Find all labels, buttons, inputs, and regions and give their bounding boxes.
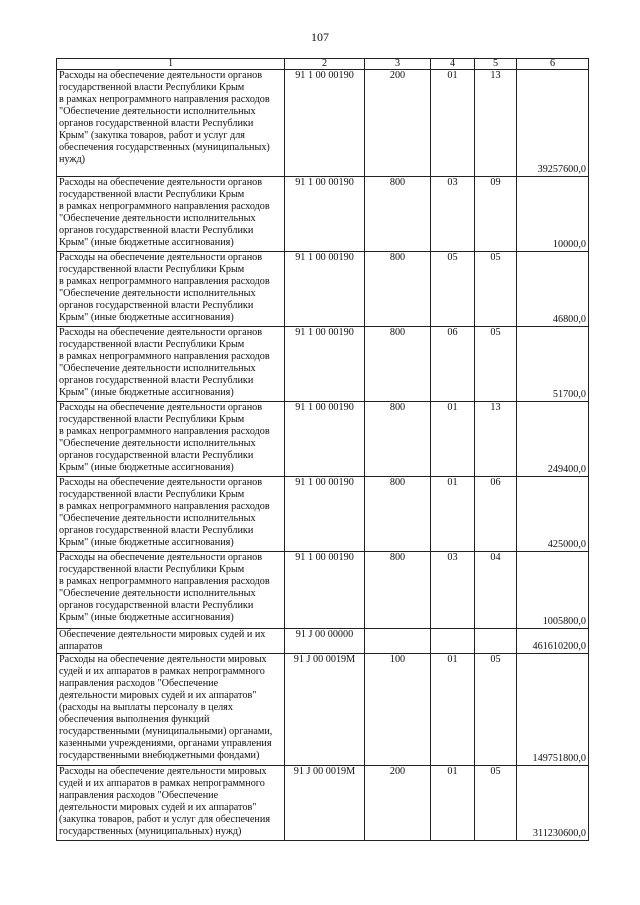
header-cell: 3 <box>365 59 431 70</box>
row-expense-type: 800 <box>365 552 431 629</box>
header-cell: 5 <box>475 59 517 70</box>
row-target-code: 91 1 00 00190 <box>285 70 365 177</box>
row-description: Расходы на обеспечение деятельности органов государственной власти Республики Крым в рамках непрограммного направления расходов "Обеспечение деятельности исполнительных органов государственной власти Республики Крым" (иные бюджетные ассигнования) <box>57 552 285 629</box>
table-row <box>57 654 589 766</box>
row-description: Расходы на обеспечение деятельности органов государственной власти Республики Крым в рамках непрограммного направления расходов "Обеспечение деятельности исполнительных органов государственной власти Республики Крым" (иные бюджетные ассигнования) <box>57 477 285 552</box>
table-row <box>57 70 589 177</box>
row-subsection: 05 <box>475 766 517 841</box>
row-amount: 461610200,0 <box>517 629 589 654</box>
row-expense-type: 800 <box>365 477 431 552</box>
table-row <box>57 477 589 552</box>
table-row <box>57 766 589 841</box>
row-subsection <box>475 629 517 654</box>
row-target-code: 91 J 00 0019M <box>285 766 365 841</box>
row-subsection: 13 <box>475 70 517 177</box>
table-row <box>57 402 589 477</box>
header-cell: 4 <box>431 59 475 70</box>
row-subsection: 04 <box>475 552 517 629</box>
row-subsection: 06 <box>475 477 517 552</box>
page-number: 107 <box>311 30 329 44</box>
row-description: Обеспечение деятельности мировых судей и их аппаратов <box>57 629 285 654</box>
row-amount: 51700,0 <box>517 327 589 402</box>
row-subsection: 05 <box>475 252 517 327</box>
row-amount: 10000,0 <box>517 177 589 252</box>
table-row <box>57 252 589 327</box>
row-description: Расходы на обеспечение деятельности мировых судей и их аппаратов в рамках непрограммного направления расходов "Обеспечение деятельности мировых судей и их аппаратов" (закупка товаров, работ и услуг для обеспечения государственных (муниципальных) нужд) <box>57 766 285 841</box>
header-cell: 1 <box>57 59 285 70</box>
row-section: 06 <box>431 327 475 402</box>
row-target-code: 91 1 00 00190 <box>285 252 365 327</box>
row-amount: 39257600,0 <box>517 70 589 177</box>
row-expense-type: 800 <box>365 402 431 477</box>
row-amount: 311230600,0 <box>517 766 589 841</box>
budget-table <box>56 58 589 841</box>
row-expense-type: 800 <box>365 327 431 402</box>
row-amount: 46800,0 <box>517 252 589 327</box>
row-section <box>431 629 475 654</box>
row-section: 01 <box>431 766 475 841</box>
row-expense-type: 200 <box>365 70 431 177</box>
row-expense-type <box>365 629 431 654</box>
header-cell: 6 <box>517 59 589 70</box>
row-amount: 425000,0 <box>517 477 589 552</box>
row-amount: 249400,0 <box>517 402 589 477</box>
row-target-code: 91 1 00 00190 <box>285 177 365 252</box>
row-expense-type: 800 <box>365 252 431 327</box>
table-row <box>57 177 589 252</box>
row-expense-type: 800 <box>365 177 431 252</box>
row-section: 01 <box>431 477 475 552</box>
row-section: 01 <box>431 402 475 477</box>
row-section: 03 <box>431 177 475 252</box>
row-description: Расходы на обеспечение деятельности органов государственной власти Республики Крым в рамках непрограммного направления расходов "Обеспечение деятельности исполнительных органов государственной власти Республики Крым" (закупка товаров, работ и услуг для обеспечения государственных (муниципальных) нужд) <box>57 70 285 177</box>
row-subsection: 05 <box>475 654 517 766</box>
row-subsection: 09 <box>475 177 517 252</box>
row-description: Расходы на обеспечение деятельности органов государственной власти Республики Крым в рамках непрограммного направления расходов "Обеспечение деятельности исполнительных органов государственной власти Республики Крым" (иные бюджетные ассигнования) <box>57 327 285 402</box>
row-target-code: 91 1 00 00190 <box>285 552 365 629</box>
table-row <box>57 552 589 629</box>
table-row <box>57 327 589 402</box>
row-section: 03 <box>431 552 475 629</box>
table-row <box>57 629 589 654</box>
row-target-code: 91 J 00 00000 <box>285 629 365 654</box>
row-subsection: 05 <box>475 327 517 402</box>
row-section: 05 <box>431 252 475 327</box>
row-description: Расходы на обеспечение деятельности органов государственной власти Республики Крым в рамках непрограммного направления расходов "Обеспечение деятельности исполнительных органов государственной власти Республики Крым" (иные бюджетные ассигнования) <box>57 252 285 327</box>
row-description: Расходы на обеспечение деятельности органов государственной власти Республики Крым в рамках непрограммного направления расходов "Обеспечение деятельности исполнительных органов государственной власти Республики Крым" (иные бюджетные ассигнования) <box>57 402 285 477</box>
row-amount: 1005800,0 <box>517 552 589 629</box>
row-section: 01 <box>431 70 475 177</box>
row-target-code: 91 J 00 0019M <box>285 654 365 766</box>
row-target-code: 91 1 00 00190 <box>285 327 365 402</box>
row-description: Расходы на обеспечение деятельности органов государственной власти Республики Крым в рамках непрограммного направления расходов "Обеспечение деятельности исполнительных органов государственной власти Республики Крым" (иные бюджетные ассигнования) <box>57 177 285 252</box>
row-subsection: 13 <box>475 402 517 477</box>
row-expense-type: 100 <box>365 654 431 766</box>
table-header-row <box>57 59 589 70</box>
row-description: Расходы на обеспечение деятельности мировых судей и их аппаратов в рамках непрограммного направления расходов "Обеспечение деятельности мировых судей и их аппаратов" (расходы на выплаты персоналу в целях обеспечения выполнения функций государственными (муниципальными) органами, казенными учреждениями, органами управления государственными внебюджетными фондами) <box>57 654 285 766</box>
row-target-code: 91 1 00 00190 <box>285 477 365 552</box>
row-target-code: 91 1 00 00190 <box>285 402 365 477</box>
row-expense-type: 200 <box>365 766 431 841</box>
row-section: 01 <box>431 654 475 766</box>
row-amount: 149751800,0 <box>517 654 589 766</box>
header-cell: 2 <box>285 59 365 70</box>
